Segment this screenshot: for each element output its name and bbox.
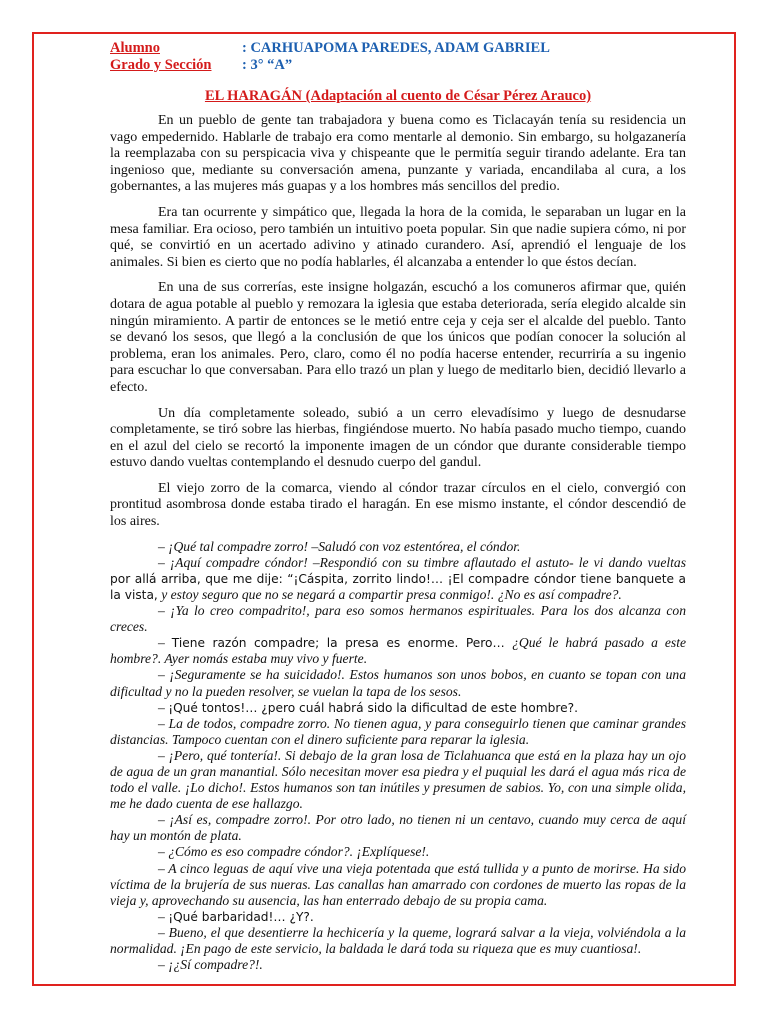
student-row bbox=[110, 40, 686, 57]
dialogue-text: – ¡Aquí compadre cóndor! –Respondió con su timbre aflautado el astuto- le vi dando vueltas bbox=[158, 554, 686, 570]
dialogue-text: – ¡Ya lo creo compadrito!, para eso somos hermanos espirituales. Para los dos alcanza con creces. bbox=[110, 603, 686, 635]
dialogue-text: – ¿Cómo es eso compadre cóndor?. ¡Explíquese!. bbox=[158, 844, 430, 860]
dialogue-text: – La de todos, compadre zorro. No tienen agua, y para conseguirlo tienen que caminar grandes distancias. Tampoco cuentan con el dinero suficiente para reparar la iglesia. bbox=[110, 715, 686, 747]
dialogue-line bbox=[110, 909, 686, 925]
dialogue-text: – bbox=[158, 635, 172, 651]
dialogue-line bbox=[110, 539, 686, 555]
dialogue-handwritten-text: ¡Qué barbaridad!… ¿Y?. bbox=[168, 909, 314, 924]
dialogue-text: – Bueno, el que desentierre la hechicería y la queme, logrará salvar a la vieja, volviéndola a la normalidad. ¡En pago de este servicio, la baldada le dará toda su riqueza que es muy cuantiosa!. bbox=[110, 924, 686, 956]
dialogue-text: y estoy seguro que no se negará a compartir presa conmigo!. ¿No es así compadre?. bbox=[157, 586, 622, 602]
dialogue-line bbox=[110, 957, 686, 973]
dialogue-line bbox=[110, 716, 686, 748]
dialogue-text: – ¡¿Sí compadre?!. bbox=[158, 957, 263, 973]
dialogue-line bbox=[110, 555, 686, 603]
dialogue-line bbox=[110, 844, 686, 860]
dialogue-handwritten-text: por allá arriba, que me dije: “¡Cáspita, zorrito lindo!… ¡El compadre cóndor tiene banquete a la vista, bbox=[110, 571, 686, 602]
dialogue-section bbox=[110, 539, 686, 974]
dialogue-line bbox=[110, 603, 686, 635]
dialogue-handwritten-text: ¡Qué tontos!… ¿pero cuál habrá sido la dificultad de este hombre?. bbox=[168, 700, 578, 715]
student-label: Alumno bbox=[110, 40, 160, 56]
dialogue-line bbox=[110, 667, 686, 699]
dialogue-line bbox=[110, 700, 686, 716]
dialogue-text: ¿Qué le habrá pasado a este hombre?. Ayer nomás estaba muy vivo y fuerte. bbox=[110, 635, 687, 667]
dialogue-line bbox=[110, 748, 686, 812]
dialogue-text: – bbox=[158, 699, 169, 715]
dialogue-line bbox=[110, 861, 686, 909]
dialogue-text: – bbox=[158, 908, 169, 924]
grade-label: Grado y Sección bbox=[110, 57, 212, 73]
paragraph: En un pueblo de gente tan trabajadora y buena como es Ticlacayán tenía su residencia un vago empedernido. Hablarle de trabajo era como mentarle al demonio. Sin embargo, su holgazanería la reemplazaba con su perspicacia viva y chispeante que le permitía seguir tirando adelante. Era tan ingenioso que, mediante su conversación amena, punzante y variada, encandilaba al cura, a los gobernantes, a las mujeres más guapas y a los hombres más sencillos del predio. bbox=[110, 113, 686, 195]
dialogue-text: – A cinco leguas de aquí vive una vieja potentada que está tullida y a punto de morirse. Ha sido víctima de la brujería de sus nueras. Las canallas han amarrado con cordones de muerto las ropas de la vieja y, aprovechando su ausencia, las han enterrado debajo de su propia cama. bbox=[110, 860, 686, 908]
document-body bbox=[110, 40, 686, 973]
dialogue-line bbox=[110, 925, 686, 957]
paragraph: En una de sus correrías, este insigne holgazán, escuchó a los comuneros afirmar que, quién dotara de agua potable al pueblo y remozara la iglesia que estaba deteriorada, sería elegido alcalde sin ningún miramiento. A partir de entonces se le metió entre ceja y ceja ser el alcalde del pueblo. Tanto se devanó los sesos, que llegó a la conclusión de que los únicos que podían conocer la solución al problema, eran los animales. Pero, claro, como él no podía hacerse entender, recurriría a su ingenio para escuchar lo que conversaban. Para ello trazó un plan y luego de meditarlo bien, decidió llevarlo a efecto. bbox=[110, 280, 686, 395]
grade-value: : 3° “A” bbox=[242, 57, 293, 73]
paragraph: Un día completamente soleado, subió a un cerro elevadísimo y luego de desnudarse completamente, se tiró sobre las hierbas, fingiéndose muerto. No había pasado mucho tiempo, cuando en el azul del cielo se recortó la imponente imagen de un cóndor que durante considerable tiempo estuvo dando vueltas contemplando el desnudo cuerpo del gandul. bbox=[110, 405, 686, 471]
student-name: : CARHUAPOMA PAREDES, ADAM GABRIEL bbox=[242, 40, 550, 56]
dialogue-handwritten-text: Tiene razón compadre; la presa es enorme. Pero… bbox=[171, 636, 513, 651]
dialogue-text: – ¡Seguramente se ha suicidado!. Estos humanos son unos bobos, en cuanto se topan con una dificultad y no la pueden resolver, se vuelan la tapa de los sesos. bbox=[110, 667, 686, 699]
dialogue-line bbox=[110, 812, 686, 844]
grade-row bbox=[110, 57, 686, 74]
dialogue-line bbox=[110, 635, 686, 667]
paragraph: El viejo zorro de la comarca, viendo al cóndor trazar círculos en el cielo, convergió con prontitud asombrosa donde estaba tirado el haragán. En ese mismo instante, el cóndor descendió de los aires. bbox=[110, 480, 686, 530]
dialogue-text: – ¡Pero, qué tontería!. Si debajo de la gran losa de Ticlahuanca que está en la plaza hay un ojo de agua de un gran manantial. Sólo necesitan mover esa piedra y el puquial les dará el agua más rica de todo el valle. ¡Lo dicho!. Estos humanos son tan inútiles y presumen de sabios. Yo, con una simple olida, me he dado cuenta de ese hallazgo. bbox=[110, 747, 686, 812]
dialogue-text: – ¡Así es, compadre zorro!. Por otro lado, no tienen ni un centavo, cuando muy cerca de aquí hay un montón de plata. bbox=[110, 812, 686, 844]
paragraph: Era tan ocurrente y simpático que, llegada la hora de la comida, le separaban un lugar en la mesa familiar. Era ocioso, pero también un intuitivo poeta popular. Sin que nadie supiera cómo, ni por qué, se convirtió en un acertado adivino y atinado curandero. Así, aprendió el lenguaje de los animales. Si bien es cierto que no podía hablarles, él alcanzaba a entender lo que éstos decían. bbox=[110, 204, 686, 270]
dialogue-text: – ¡Qué tal compadre zorro! –Saludó con voz estentórea, el cóndor. bbox=[158, 538, 521, 554]
story-title: EL HARAGÁN (Adaptación al cuento de César Pérez Arauco) bbox=[204, 88, 592, 104]
